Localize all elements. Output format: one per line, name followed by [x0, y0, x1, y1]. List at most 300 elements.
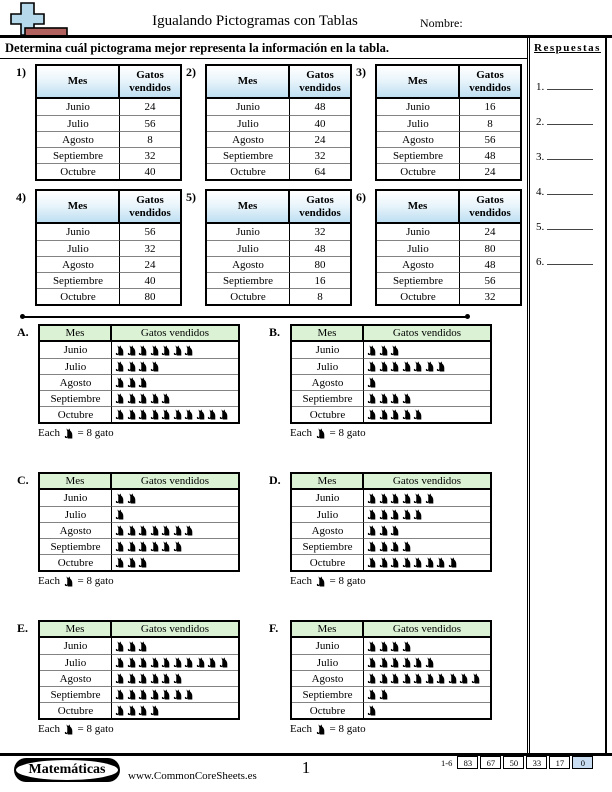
- cat-icon: [127, 673, 137, 684]
- cat-icon: [115, 393, 125, 404]
- cat-icon: [150, 689, 160, 700]
- cat-icon: [184, 345, 194, 356]
- value-cell: 32: [314, 226, 326, 238]
- table-row: [207, 240, 350, 256]
- month-cell: Junio: [37, 224, 120, 240]
- cat-icon: [316, 576, 326, 587]
- cat-icon: [390, 541, 400, 552]
- cat-icon: [219, 409, 229, 420]
- month-cell: Agosto: [292, 374, 364, 390]
- cat-icon: [127, 409, 137, 420]
- cat-icon: [115, 509, 125, 520]
- cat-icon: [173, 409, 183, 420]
- cat-icon: [138, 541, 148, 552]
- table-row: [292, 654, 490, 670]
- data-table-4: [16, 189, 182, 306]
- answer-blank-4[interactable]: [547, 183, 593, 195]
- answer-blank-3[interactable]: [547, 148, 593, 160]
- month-cell: Septiembre: [292, 390, 364, 406]
- cat-icon: [127, 557, 137, 568]
- month-cell: Agosto: [207, 131, 290, 147]
- cat-icon: [184, 525, 194, 536]
- cat-icon: [115, 657, 125, 668]
- cat-icons-cell: [364, 670, 490, 686]
- value-cell: 32: [120, 147, 180, 163]
- cat-icon: [367, 345, 377, 356]
- month-cell: Julio: [40, 358, 112, 374]
- month-cell: Septiembre: [207, 272, 290, 288]
- value-cell: 40: [120, 163, 180, 179]
- cat-icon: [459, 673, 469, 684]
- table-row: [207, 163, 350, 179]
- value-cell: 40: [290, 115, 350, 131]
- cat-icon: [127, 377, 137, 388]
- value-cell: 16: [484, 101, 496, 113]
- table-row: [377, 272, 520, 288]
- cat-icons-cell: [112, 638, 238, 654]
- value-cell: 24: [120, 256, 180, 272]
- cat-icon: [379, 361, 389, 372]
- cat-icon: [413, 673, 423, 684]
- table-row: [292, 638, 490, 654]
- value-cell: 56: [144, 226, 156, 238]
- cat-icon: [127, 689, 137, 700]
- cat-icon: [425, 657, 435, 668]
- table-row: [37, 272, 180, 288]
- cat-icon: [150, 657, 160, 668]
- value-cell: 8: [460, 115, 520, 131]
- table-row: [292, 670, 490, 686]
- month-cell: Septiembre: [40, 390, 112, 406]
- cat-icon: [379, 509, 389, 520]
- table-row: [207, 115, 350, 131]
- cat-icons-cell: [364, 554, 490, 570]
- score-cell: 33: [526, 756, 547, 769]
- cat-icon: [64, 724, 74, 735]
- pictogram-key: [290, 575, 492, 587]
- cat-icon: [390, 525, 400, 536]
- table-row: [40, 374, 238, 390]
- month-cell: Junio: [40, 342, 112, 358]
- cat-icon: [379, 493, 389, 504]
- cat-icon: [425, 361, 435, 372]
- key-cat-icon: [315, 575, 327, 587]
- answer-number: 3.: [536, 151, 545, 163]
- cat-icon: [379, 673, 389, 684]
- cat-icons-cell: [364, 358, 490, 374]
- month-cell: Julio: [292, 358, 364, 374]
- cat-icon: [127, 345, 137, 356]
- column-header-mes: Mes: [207, 66, 290, 99]
- month-cell: Octubre: [207, 288, 290, 304]
- table-row: [40, 358, 238, 374]
- month-cell: Septiembre: [37, 272, 120, 288]
- cat-icons-cell: [112, 390, 238, 406]
- cat-icon: [367, 657, 377, 668]
- answers-title: Respuestas: [534, 42, 601, 54]
- cat-icon: [115, 673, 125, 684]
- value-cell: 80: [120, 288, 180, 304]
- month-cell: Septiembre: [37, 147, 120, 163]
- table-row: [40, 390, 238, 406]
- cat-icon: [115, 361, 125, 372]
- key-suffix: = 8 gato: [77, 723, 114, 735]
- cat-icon: [316, 428, 326, 439]
- table-row: [40, 342, 238, 358]
- value-cell: 24: [484, 226, 496, 238]
- table-row: [292, 406, 490, 422]
- cat-icons-cell: [112, 670, 238, 686]
- pictogram-label-a: A.: [17, 325, 29, 339]
- table-row: [377, 256, 520, 272]
- cat-icon: [367, 705, 377, 716]
- cat-icon: [64, 428, 74, 439]
- cat-icons-cell: [112, 358, 238, 374]
- table-row: [40, 506, 238, 522]
- month-cell: Agosto: [292, 522, 364, 538]
- answers-panel: [527, 38, 607, 753]
- table-row: [37, 224, 180, 240]
- answer-number: 1.: [536, 81, 545, 93]
- cat-icons-cell: [112, 522, 238, 538]
- key-prefix: Each: [290, 723, 312, 735]
- column-header-mes: Mes: [377, 66, 460, 99]
- cat-icon: [379, 345, 389, 356]
- cat-icon: [367, 689, 377, 700]
- cat-icon: [161, 525, 171, 536]
- cat-icon: [115, 525, 125, 536]
- key-suffix: = 8 gato: [329, 723, 366, 735]
- cat-icon: [184, 657, 194, 668]
- month-cell: Septiembre: [292, 686, 364, 702]
- table-row: [292, 506, 490, 522]
- key-prefix: Each: [38, 575, 60, 587]
- answer-item-3: [536, 148, 593, 163]
- cat-icon: [138, 705, 148, 716]
- value-cell: 48: [314, 101, 326, 113]
- cat-icon: [390, 361, 400, 372]
- column-header-mes: Mes: [40, 474, 112, 490]
- cat-icon: [413, 493, 423, 504]
- cat-icon: [150, 673, 160, 684]
- cat-icon: [390, 641, 400, 652]
- cat-icon: [379, 689, 389, 700]
- cat-icon: [115, 705, 125, 716]
- table-row: [207, 131, 350, 147]
- value-cell: 48: [460, 256, 520, 272]
- divider-dot-right: [465, 314, 470, 319]
- month-cell: Junio: [292, 490, 364, 506]
- score-cell: 67: [480, 756, 501, 769]
- score-grid: [441, 756, 593, 769]
- data-table-5: [186, 189, 352, 306]
- column-header-gatos: Gatos vendidos: [364, 326, 490, 342]
- table-row: [292, 686, 490, 702]
- value-cell: 64: [290, 163, 350, 179]
- month-cell: Julio: [37, 115, 120, 131]
- column-header-mes: Mes: [207, 191, 290, 224]
- month-cell: Octubre: [292, 554, 364, 570]
- score-cell: 50: [503, 756, 524, 769]
- page-title: Igualando Pictogramas con Tablas: [152, 13, 358, 29]
- month-cell: Julio: [207, 115, 290, 131]
- pictogram-label-d: D.: [269, 473, 281, 487]
- cat-icon: [138, 361, 148, 372]
- cat-icon: [367, 541, 377, 552]
- column-header-gatos: Gatos vendidos: [120, 66, 180, 99]
- table-row: [377, 131, 520, 147]
- column-header-gatos: Gatos vendidos: [112, 622, 238, 638]
- table-row: [40, 538, 238, 554]
- key-suffix: = 8 gato: [329, 575, 366, 587]
- cat-icon: [390, 393, 400, 404]
- cat-icons-cell: [112, 406, 238, 422]
- cat-icon: [436, 673, 446, 684]
- pictogram-label-b: B.: [269, 325, 281, 339]
- cat-icon: [115, 557, 125, 568]
- month-cell: Septiembre: [207, 147, 290, 163]
- month-cell: Octubre: [37, 163, 120, 179]
- cat-icon: [115, 541, 125, 552]
- cat-icon: [425, 493, 435, 504]
- value-cell: 32: [460, 288, 520, 304]
- value-cell: 24: [144, 101, 156, 113]
- answer-item-2: [536, 113, 593, 128]
- table-row: [207, 256, 350, 272]
- cat-icon: [127, 493, 137, 504]
- score-cell-zero: 0: [572, 756, 593, 769]
- month-cell: Julio: [37, 240, 120, 256]
- cat-icon: [173, 673, 183, 684]
- column-header-gatos: Gatos vendidos: [460, 191, 520, 224]
- month-cell: Septiembre: [40, 686, 112, 702]
- month-cell: Junio: [40, 490, 112, 506]
- cat-icon: [390, 345, 400, 356]
- month-cell: Julio: [292, 654, 364, 670]
- answer-item-1: [536, 78, 593, 93]
- cat-icon: [425, 557, 435, 568]
- table-row: [292, 522, 490, 538]
- cat-icon: [150, 705, 160, 716]
- key-cat-icon: [63, 427, 75, 439]
- cat-icon: [161, 345, 171, 356]
- answer-blank-6[interactable]: [547, 253, 593, 265]
- value-cell: 32: [120, 240, 180, 256]
- column-header-mes: Mes: [37, 191, 120, 224]
- cat-icon: [402, 361, 412, 372]
- month-cell: Octubre: [40, 702, 112, 718]
- key-prefix: Each: [290, 575, 312, 587]
- month-cell: Agosto: [292, 670, 364, 686]
- table-row: [207, 147, 350, 163]
- table-row: [292, 374, 490, 390]
- name-label: Nombre:: [420, 16, 463, 30]
- month-cell: Agosto: [377, 131, 460, 147]
- data-table-6: [356, 189, 522, 306]
- cat-icon: [115, 493, 125, 504]
- cat-icon: [367, 557, 377, 568]
- cat-icon: [150, 525, 160, 536]
- cat-icon: [138, 673, 148, 684]
- table-row: [292, 358, 490, 374]
- cat-icon: [138, 345, 148, 356]
- pictogram-d: [269, 472, 492, 587]
- month-cell: Julio: [377, 115, 460, 131]
- name-line[interactable]: [0, 35, 612, 38]
- cat-icon: [367, 409, 377, 420]
- cat-icon: [367, 525, 377, 536]
- cat-icon: [367, 509, 377, 520]
- table-row: [40, 522, 238, 538]
- cat-icon: [390, 557, 400, 568]
- key-cat-icon: [315, 427, 327, 439]
- month-cell: Junio: [377, 99, 460, 115]
- section-divider: [22, 316, 468, 318]
- month-cell: Junio: [207, 224, 290, 240]
- cat-icons-cell: [112, 374, 238, 390]
- key-cat-icon: [63, 575, 75, 587]
- answer-number: 2.: [536, 116, 545, 128]
- cat-icon: [161, 657, 171, 668]
- question-number-3: 3): [356, 65, 366, 79]
- cat-icon: [316, 724, 326, 735]
- cat-icons-cell: [364, 538, 490, 554]
- cat-icons-cell: [364, 686, 490, 702]
- pictogram-key: [38, 427, 240, 439]
- month-cell: Julio: [40, 506, 112, 522]
- value-cell: 80: [460, 240, 520, 256]
- month-cell: Junio: [292, 638, 364, 654]
- cat-icon: [390, 657, 400, 668]
- value-cell: 24: [290, 131, 350, 147]
- column-header-mes: Mes: [292, 622, 364, 638]
- cat-icons-cell: [364, 654, 490, 670]
- column-header-gatos: Gatos vendidos: [290, 66, 350, 99]
- cat-icon: [138, 393, 148, 404]
- subject-badge-label: Matemáticas: [16, 760, 118, 780]
- cat-icon: [379, 525, 389, 536]
- cat-icon: [196, 657, 206, 668]
- month-cell: Septiembre: [40, 538, 112, 554]
- table-row: [40, 654, 238, 670]
- table-row: [37, 240, 180, 256]
- cat-icons-cell: [364, 406, 490, 422]
- table-row: [292, 490, 490, 506]
- website-link[interactable]: www.CommonCoreSheets.es: [128, 770, 257, 782]
- key-suffix: = 8 gato: [329, 427, 366, 439]
- key-suffix: = 8 gato: [77, 575, 114, 587]
- cat-icon: [379, 557, 389, 568]
- value-cell: 48: [290, 240, 350, 256]
- key-prefix: Each: [38, 723, 60, 735]
- column-header-mes: Mes: [292, 326, 364, 342]
- table-row: [40, 490, 238, 506]
- pictogram-label-c: C.: [17, 473, 29, 487]
- value-cell: 56: [460, 131, 520, 147]
- column-header-mes: Mes: [40, 622, 112, 638]
- cat-icon: [367, 377, 377, 388]
- month-cell: Octubre: [377, 163, 460, 179]
- key-suffix: = 8 gato: [77, 427, 114, 439]
- value-cell: 8: [290, 288, 350, 304]
- table-row: [37, 256, 180, 272]
- cat-icon: [448, 557, 458, 568]
- table-row: [207, 272, 350, 288]
- cat-icons-cell: [364, 702, 490, 718]
- cat-icon: [436, 557, 446, 568]
- cat-icon: [115, 409, 125, 420]
- question-number-1: 1): [16, 65, 26, 79]
- pictogram-a: [17, 324, 240, 439]
- answer-blank-5[interactable]: [547, 218, 593, 230]
- cat-icon: [367, 493, 377, 504]
- table-row: [377, 240, 520, 256]
- value-cell: 40: [120, 272, 180, 288]
- key-prefix: Each: [38, 427, 60, 439]
- month-cell: Agosto: [37, 131, 120, 147]
- cat-icon: [367, 361, 377, 372]
- month-cell: Julio: [40, 654, 112, 670]
- column-header-gatos: Gatos vendidos: [120, 191, 180, 224]
- answer-number: 6.: [536, 256, 545, 268]
- month-cell: Junio: [377, 224, 460, 240]
- cat-icon: [138, 657, 148, 668]
- cat-icon: [390, 409, 400, 420]
- pictogram-key: [290, 723, 492, 735]
- cat-icon: [138, 525, 148, 536]
- month-cell: Junio: [207, 99, 290, 115]
- month-cell: Octubre: [40, 406, 112, 422]
- pictogram-c: [17, 472, 240, 587]
- column-header-gatos: Gatos vendidos: [290, 191, 350, 224]
- table-row: [377, 99, 520, 115]
- key-cat-icon: [315, 723, 327, 735]
- score-range-label: 1-6: [441, 757, 453, 768]
- cat-icon: [413, 657, 423, 668]
- value-cell: 24: [460, 163, 520, 179]
- cat-icon: [173, 541, 183, 552]
- cat-icon: [161, 673, 171, 684]
- cat-icon: [150, 393, 160, 404]
- answer-blank-2[interactable]: [547, 113, 593, 125]
- month-cell: Agosto: [37, 256, 120, 272]
- column-header-gatos: Gatos vendidos: [112, 326, 238, 342]
- cat-icon: [402, 393, 412, 404]
- cat-icon: [379, 409, 389, 420]
- cat-icon: [390, 493, 400, 504]
- cat-icon: [413, 509, 423, 520]
- key-cat-icon: [63, 723, 75, 735]
- table-row: [292, 342, 490, 358]
- answer-blank-1[interactable]: [547, 78, 593, 90]
- table-row: [377, 147, 520, 163]
- question-number-2: 2): [186, 65, 196, 79]
- table-row: [37, 147, 180, 163]
- column-header-gatos: Gatos vendidos: [364, 474, 490, 490]
- month-cell: Julio: [292, 506, 364, 522]
- pictogram-key: [38, 575, 240, 587]
- cat-icon: [402, 673, 412, 684]
- cat-icon: [402, 641, 412, 652]
- cat-icons-cell: [364, 390, 490, 406]
- cat-icon: [413, 361, 423, 372]
- cat-icon: [207, 657, 217, 668]
- cat-icon: [64, 576, 74, 587]
- cat-icon: [138, 557, 148, 568]
- cat-icons-cell: [364, 374, 490, 390]
- month-cell: Octubre: [207, 163, 290, 179]
- cat-icon: [196, 409, 206, 420]
